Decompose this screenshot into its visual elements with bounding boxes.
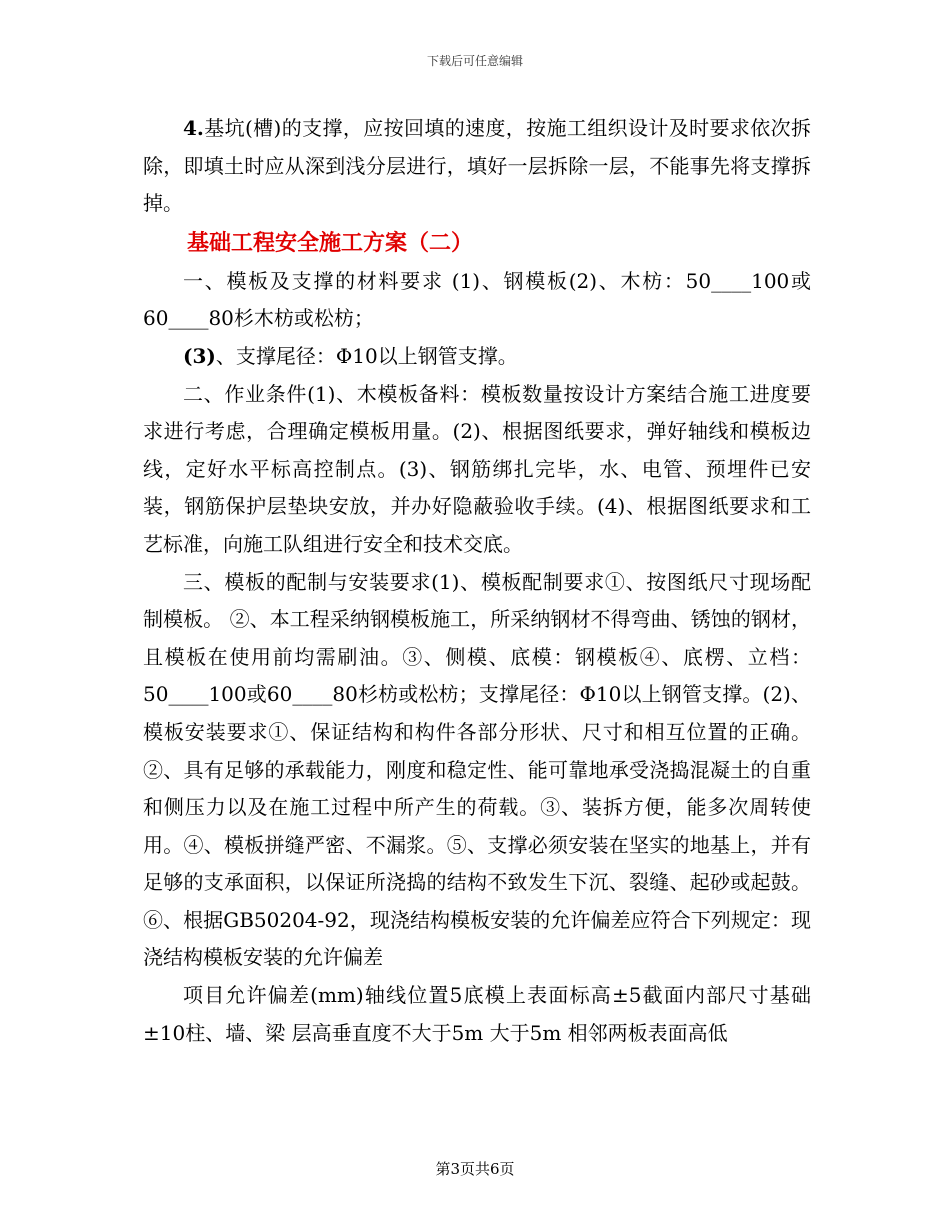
paragraph-conditions: 二、作业条件(1)、木模板备料：模板数量按设计方案结合施工进度要求进行考虑，合理确定模板用量。(2)、根据图纸要求，弹好轴线和模板边线，定好水平标高控制点。(3)、钢筋绑扎完毕，水、电管、预埋件已安装，钢筋保护层垫块安放，并办好隐蔽验收手续。(4)、根据图纸要求和工艺标准，向施工队组进行安全和技术交底。 [143, 381, 811, 556]
paragraph-requirements: 三、模板的配制与安装要求(1)、模板配制要求①、按图纸尺寸现场配制模板。 ②、本工程采纳钢模板施工，所采纳钢材不得弯曲、锈蚀的钢材，且模板在使用前均需刷油。③、侧模、底模：钢模板④、底楞、立档：50____100或60____80杉枋或松枋；支撑尾径：Φ10以上钢管支撑。(2)、模板安装要求①、保证结构和构件各部分形状、尺寸和相互位置的正确。 ②、具有足够的承载能力，刚度和稳定性、能可靠地承受浇捣混凝土的自重和侧压力以及在施工过程中所产生的荷载。③、装拆方便，能多次周转使用。④、模板拼缝严密、不漏浆。⑤、支撑必须安装在坚实的地基上，并有足够的支承面积，以保证所浇捣的结构不致发生下沉、裂缝、起砂或起鼓。⑥、根据GB50204-92，现浇结构模板安装的允许偏差应符合下列规定：现浇结构模板安装的允许偏差 [143, 569, 811, 970]
document-body [143, 110, 811, 1052]
section-title: 基础工程安全施工方案（二） [187, 229, 474, 256]
paragraph-text: 基坑(槽)的支撑，应按回填的速度，按施工组织设计及时要求依次拆除，即填土时应从深到浅分层进行，填好一层拆除一层，不能事先将支撑拆掉。 [143, 116, 811, 216]
paragraph-4 [143, 110, 811, 223]
page-header: 下载后可任意编辑 [426, 54, 523, 68]
paragraph-tolerances: 项目允许偏差(mm)轴线位置5底模上表面标高±5截面内部尺寸基础±10柱、墙、梁 层高垂直度不大于5m 大于5m 相邻两板表面高低 [143, 983, 811, 1045]
paragraph-support [143, 338, 811, 376]
paragraph-number: (3) [183, 343, 216, 368]
page-footer: 第3页共6页 [435, 1160, 515, 1178]
paragraph-materials: 一、模板及支撑的材料要求 (1)、钢模板(2)、木枋：50____100或60____80杉木枋或松枋； [143, 268, 811, 331]
paragraph-number: 4. [183, 116, 204, 140]
paragraph-text: 、支撑尾径：Φ10以上钢管支撑。 [215, 343, 518, 368]
